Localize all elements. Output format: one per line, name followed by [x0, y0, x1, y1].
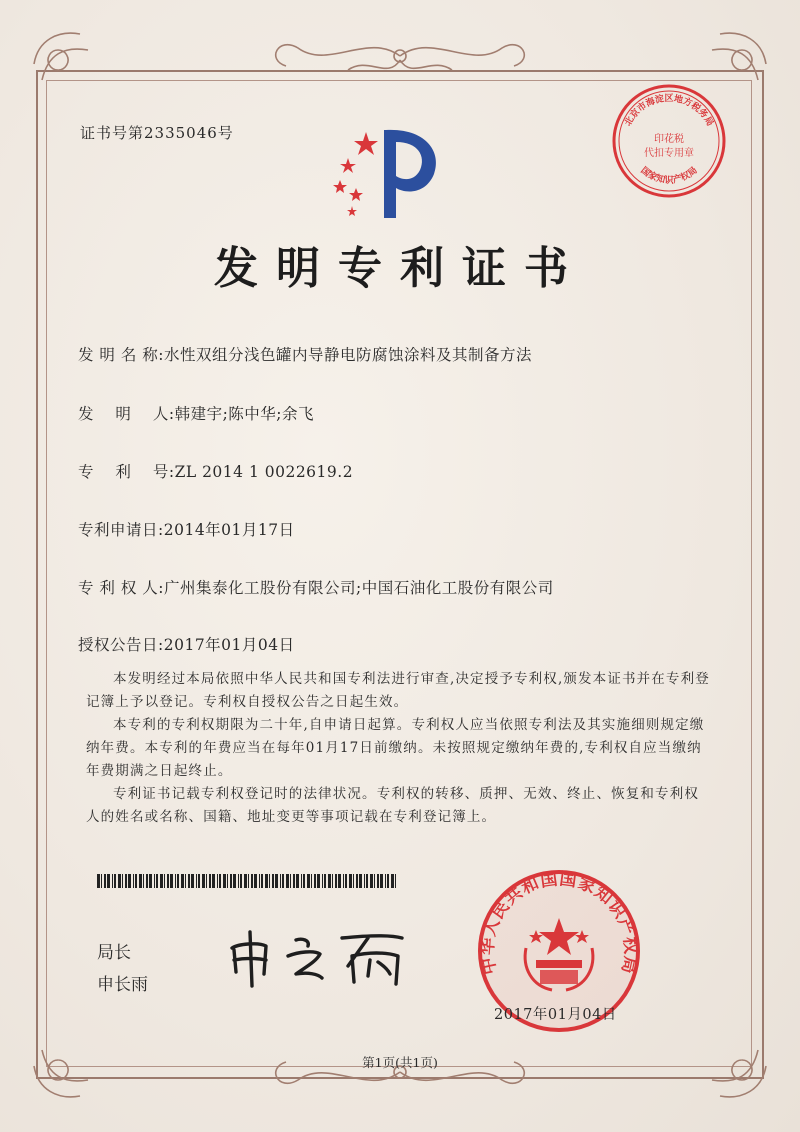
barcode-bar: [364, 874, 365, 888]
barcode-bar: [280, 874, 281, 888]
field-patentee: [78, 576, 554, 598]
seal-bottom-text: 国家知识产权局: [638, 165, 700, 186]
barcode-bar: [202, 874, 205, 888]
barcode-bar: [307, 874, 310, 888]
barcode-bar: [97, 874, 100, 888]
field-application-date: [78, 518, 295, 540]
handwritten-signature: [222, 926, 412, 988]
barcode-bar: [230, 874, 232, 888]
barcode-bar: [301, 874, 302, 888]
barcode-bar: [107, 874, 110, 888]
barcode-bar: [223, 874, 226, 888]
barcode-bar: [254, 874, 257, 888]
barcode-bar: [104, 874, 106, 888]
seal-text: 中华人民共和国国家知识产权局: [477, 869, 641, 977]
barcode-bar: [338, 874, 341, 888]
barcode-bar: [112, 874, 113, 888]
barcode-bar: [175, 874, 176, 888]
barcode-bar: [139, 874, 142, 888]
field-value: 广州集泰化工股份有限公司;中国石油化工股份有限公司: [164, 579, 554, 597]
svg-text:国家知识产权局: [638, 164, 699, 186]
barcode-bar: [332, 874, 333, 888]
barcode-bar: [206, 874, 207, 888]
barcode-bar: [149, 874, 152, 888]
barcode-bar: [217, 874, 218, 888]
barcode-bar: [290, 874, 291, 888]
barcode-bar: [395, 874, 396, 888]
barcode-bar: [244, 874, 247, 888]
barcode-bar: [188, 874, 190, 888]
barcode-bar: [391, 874, 394, 888]
barcode-bar: [387, 874, 389, 888]
seal-center-line2: 代扣专用章: [644, 148, 694, 159]
barcode-bar: [324, 874, 326, 888]
document-title: 发明专利证书: [214, 243, 586, 294]
field-value: ZL 2014 1 0022619.2: [174, 463, 354, 481]
barcode-bar: [261, 874, 263, 888]
field-inventors: [78, 402, 314, 424]
barcode-bar: [356, 874, 358, 888]
barcode-bar: [181, 874, 184, 888]
barcode: [97, 874, 399, 888]
barcode-bar: [328, 874, 331, 888]
barcode-bar: [349, 874, 352, 888]
signatory-name: 申长雨: [97, 975, 148, 995]
barcode-bar: [359, 874, 362, 888]
barcode-bar: [238, 874, 239, 888]
seal-text: 北京市海淀区地方税务局: [623, 94, 715, 129]
barcode-bar: [265, 874, 268, 888]
barcode-bar: [296, 874, 299, 888]
barcode-bar: [343, 874, 344, 888]
barcode-bar: [191, 874, 194, 888]
paragraph: 专利证书记载专利权登记时的法律状况。专利权的转移、质押、无效、终止、恢复和专利权人的姓名或名称、国籍、地址变更等事项记载在专利登记簿上。: [86, 786, 699, 825]
barcode-bar: [293, 874, 295, 888]
barcode-bar: [259, 874, 260, 888]
field-value: 水性双组分浅色罐内导静电防腐蚀涂料及其制备方法: [164, 346, 533, 364]
field-grant-date: [78, 633, 295, 655]
field-label: 发 明 人:: [78, 405, 175, 423]
field-label: 专利申请日:: [78, 521, 164, 539]
barcode-bar: [160, 874, 163, 888]
barcode-bar: [167, 874, 169, 888]
barcode-bar: [317, 874, 320, 888]
barcode-bar: [101, 874, 102, 888]
barcode-bar: [212, 874, 215, 888]
barcode-bar: [282, 874, 284, 888]
barcode-bar: [286, 874, 289, 888]
barcode-bar: [122, 874, 123, 888]
field-label: 专 利 号:: [78, 463, 175, 481]
barcode-bar: [219, 874, 221, 888]
barcode-bar: [118, 874, 121, 888]
barcode-bar: [177, 874, 179, 888]
barcode-bar: [353, 874, 354, 888]
field-value: 韩建宇;陈中华;余飞: [174, 405, 315, 423]
barcode-bar: [154, 874, 155, 888]
seal-center-line1: 印花税: [654, 134, 684, 145]
tax-stamp-seal: [610, 82, 728, 200]
signatory-title: 局长: [97, 943, 131, 963]
barcode-bar: [275, 874, 278, 888]
barcode-bar: [272, 874, 274, 888]
barcode-bar: [128, 874, 131, 888]
field-value: 2017年01月04日: [163, 636, 295, 654]
barcode-bar: [303, 874, 305, 888]
patent-office-emblem-icon: [326, 122, 446, 222]
barcode-bar: [164, 874, 165, 888]
field-label: 发 明 名 称:: [78, 346, 165, 364]
barcode-bar: [385, 874, 386, 888]
barcode-bar: [240, 874, 242, 888]
barcode-bar: [335, 874, 337, 888]
barcode-bar: [380, 874, 383, 888]
field-label: 授权公告日:: [78, 636, 164, 654]
barcode-bar: [311, 874, 312, 888]
barcode-bar: [146, 874, 148, 888]
field-patent-number: [78, 460, 353, 482]
field-invention-name: [78, 343, 532, 365]
barcode-bar: [233, 874, 236, 888]
barcode-bar: [156, 874, 158, 888]
barcode-bar: [251, 874, 253, 888]
certificate-number: 证书号第2335046号: [80, 124, 234, 142]
barcode-bar: [209, 874, 211, 888]
barcode-bar: [185, 874, 186, 888]
barcode-bar: [133, 874, 134, 888]
barcode-bar: [377, 874, 379, 888]
barcode-bar: [198, 874, 200, 888]
barcode-bar: [125, 874, 127, 888]
field-value: 2014年01月17日: [163, 521, 295, 539]
barcode-bar: [366, 874, 368, 888]
barcode-bar: [370, 874, 373, 888]
barcode-bar: [322, 874, 323, 888]
barcode-bar: [227, 874, 228, 888]
barcode-bar: [114, 874, 116, 888]
barcode-bar: [143, 874, 144, 888]
barcode-bar: [345, 874, 347, 888]
seal-date: 2017年01月04日: [494, 1007, 617, 1023]
barcode-bar: [135, 874, 137, 888]
legal-notice: [86, 668, 712, 829]
paragraph: 本专利的专利权期限为二十年,自申请日起算。专利权人应当依照专利法及其实施细则规定缴纳年费。本专利的年费应当在每年01月17日前缴纳。未按照规定缴纳年费的,专利权自应当缴纳年费期满之日起终止。: [86, 717, 705, 779]
barcode-bar: [314, 874, 316, 888]
inner-border: [46, 80, 752, 1067]
barcode-bar: [374, 874, 375, 888]
barcode-bar: [196, 874, 197, 888]
barcode-bar: [170, 874, 173, 888]
field-label: 专 利 权 人:: [78, 579, 165, 597]
page-number: 第1页(共1页): [362, 1055, 438, 1070]
barcode-bar: [248, 874, 249, 888]
barcode-bar: [269, 874, 270, 888]
paragraph: 本发明经过本局依照中华人民共和国专利法进行审查,决定授予专利权,颁发本证书并在专利登记簿上予以登记。专利权自授权公告之日起生效。: [86, 671, 710, 710]
